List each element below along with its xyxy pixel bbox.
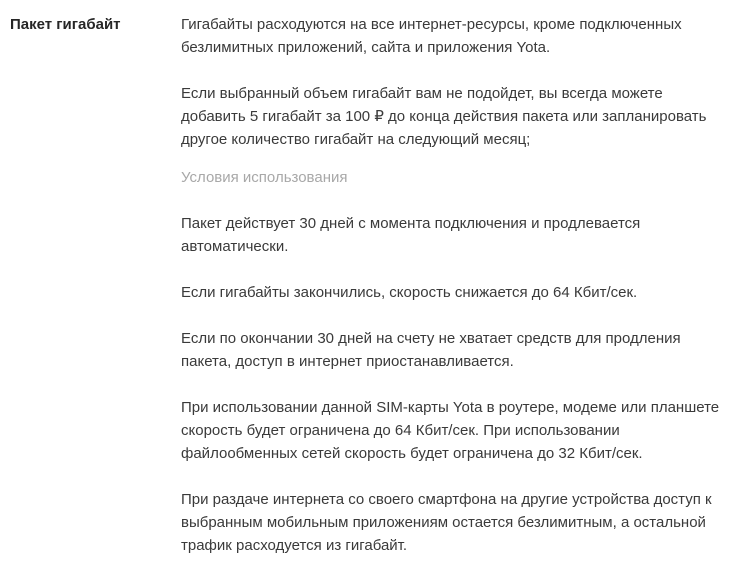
paragraph-tethering: При раздаче интернета со своего смартфона на другие устройства доступ к выбранным мобильным приложениям остается безлимитным, а остальной трафик расходуется из гигабайт. [181, 491, 712, 554]
paragraph-sim-in-router: При использовании данной SIM-карты Yota в роутере, модеме или планшете скорость будет ограничена до 64 Кбит/сек. При использовании файлообменных сетей скорость будет ограничена до 32 Кбит/сек. [181, 399, 720, 462]
section-label-column [10, 13, 181, 36]
paragraph-add-gigabytes: Если выбранный объем гигабайт вам не подойдет, вы всегда можете добавить 5 гигабайт за 100 ₽ до конца действия пакета или запланировать другое количество гигабайт на следующий месяц; [181, 85, 707, 148]
paragraph-gigabyte-usage: Гигабайты расходуются на все интернет-ресурсы, кроме подключенных безлимитных приложений, сайта и приложения Yota. [181, 16, 682, 56]
section-content-column [181, 13, 721, 580]
terms-of-use-subheading: Условия использования [181, 169, 348, 186]
paragraph-insufficient-funds: Если по окончании 30 дней на счету не хватает средств для продления пакета, доступ в интернет приостанавливается. [181, 330, 681, 370]
paragraph-speed-reduction: Если гигабайты закончились, скорость снижается до 64 Кбит/сек. [181, 284, 638, 301]
section-title: Пакет гигабайт [10, 16, 121, 33]
paragraph-package-duration: Пакет действует 30 дней с момента подключения и продлевается автоматически. [181, 215, 641, 255]
